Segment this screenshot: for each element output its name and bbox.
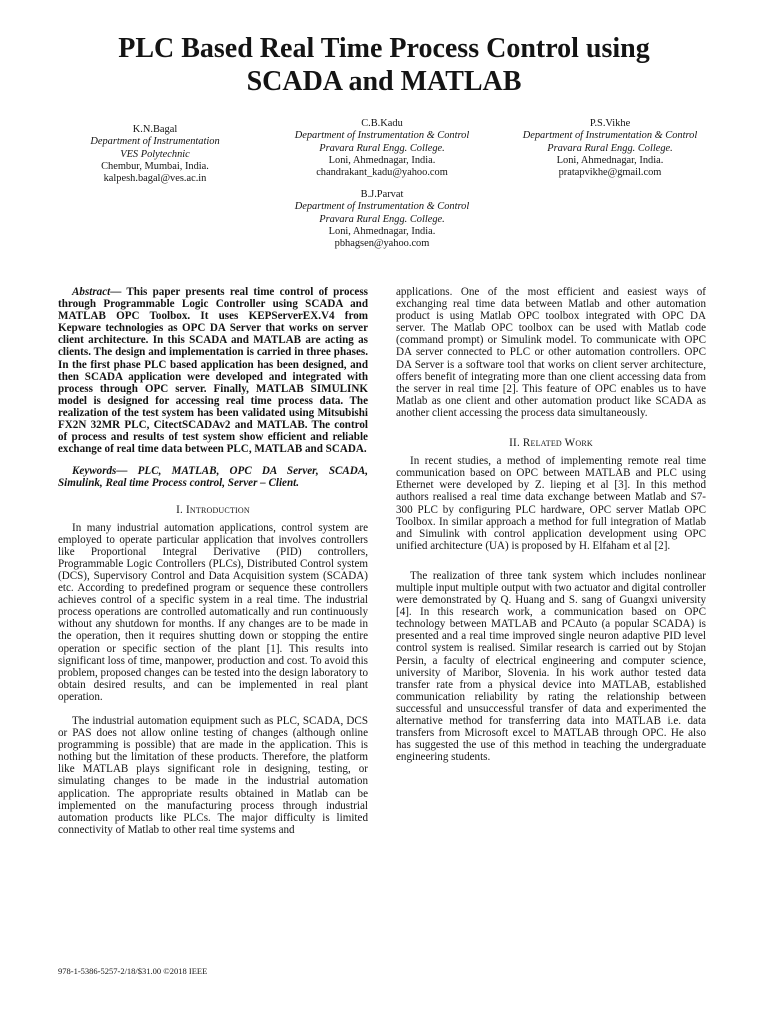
author-inst: VES Polytechnic: [120, 148, 190, 160]
intro-paragraph-2-continued: applications. One of the most efficient and easiest ways of exchanging real time data between Matlab and other automation product is using Matlab OPC toolbox integrated with OPC DA server. The Matlab OPC toolbox can be used with Matlab code (command prompt) or Simulink model. To communicate with OPC DA server connected to PLC or other automation controllers. OPC DA Server is a software tool that works on client server architecture, offers benefit of integrating more than one client accessing data from the server in real time [2]. This feature of OPC enables us to have Matlab as one client and other automation product like SCADA as another client accessing the process data simultaneously.: [396, 286, 706, 419]
paper-title: [40, 32, 728, 98]
title-line-2: SCADA and MATLAB: [246, 66, 522, 97]
author-dept: Department of Instrumentation & Control: [294, 201, 470, 213]
author-block-3: [505, 118, 715, 179]
author-address: Loni, Ahmednagar, India.: [328, 154, 436, 166]
author-email: pratapvikhe@gmail.com: [558, 167, 662, 179]
author-inst: Pravara Rural Engg. College.: [547, 142, 673, 154]
author-inst: Pravara Rural Engg. College.: [319, 142, 445, 154]
author-block-4: [277, 189, 487, 250]
related-paragraph-2: The realization of three tank system which includes nonlinear multiple input multiple output with two actuator and digital controller were demonstrated by Q. Huang and S. sang of Guangxi university [4]. In this research work, a communication based on OPC technology between MATLAB and PCAuto (a popular SCADA) is presented and a real time improved single neuron adaptive PID level control system is realised. Similar research is carried out by Stojan Persin, a faculty of electrical engineering and computer science, university of Maribor, Slovenia. In his work author tested data transfer rate from a physical device into MATLAB, established communication reliability by rating the relationship between successful and unsuccessful transfer of data and experimented the alternative method for transferring data into MATLAB i.e. data transfers from Microsoft excel to MATLAB through OPC. He also has suggested the use of this method in teaching the undergraduate engineering students.: [396, 569, 706, 764]
right-column: [396, 286, 706, 763]
related-paragraph-1: In recent studies, a method of implementing remote real time communication based on OPC between MATLAB and PLC using Ethernet were developed by Z. lieping et al [3]. In this method authors realised a real time data exchange between Matlab and S7-300 PLC by configuring PLC hardware, OPC server Matlab OPC Toolbox. In similar approach a method for full integration of Matlab and Simulink with control application development using OPC unified architecture (UA) is proposed by H. Elfaham et al [2].: [396, 455, 706, 552]
abstract-text: — This paper presents real time control of process through Programmable Logic Controller using SCADA and MATLAB OPC Toolbox. It uses KEPServerEX.V4 from Kepware technologies as OPC DA Server that works on server client architecture. In this SCADA and MATLAB are acting as clients. The design and implementation is carried in three phases. In the first phase PLC based application has been designed, and then SCADA application were developed and integrated with process through OPC server. Finally, MATLAB SIMULINK model is designed for accessing real time process data. The realization of the test system has been validated using Mitsubishi FX2N 32MR PLC, CitectSCADAv2 and MATLAB. The control of process and results of test system show efficient and reliable exchange of real time data between PLC, MATLAB and SCADA.: [58, 286, 368, 456]
author-email: chandrakant_kadu@yahoo.com: [316, 167, 448, 179]
author-name: P.S.Vikhe: [589, 118, 631, 129]
section-heading-introduction: I. Introduction: [176, 503, 250, 516]
abstract: [58, 286, 368, 455]
keywords-text: — PLC, MATLAB, OPC DA Server, SCADA, Simulink, Real time Process control, Server – Client.: [58, 465, 368, 490]
author-address: Loni, Ahmednagar, India.: [328, 225, 436, 237]
author-dept: Department of Instrumentation & Control: [294, 130, 470, 142]
author-inst: Pravara Rural Engg. College.: [319, 213, 445, 225]
keywords: [58, 465, 368, 489]
author-email: pbhagsen@yahoo.com: [334, 238, 430, 250]
author-dept: Department of Instrumentation & Control: [522, 130, 698, 142]
keywords-label: Keywords: [72, 465, 117, 478]
author-block-1: [70, 124, 240, 185]
intro-paragraph-1: In many industrial automation applications, control system are employed to operate particular application that involves controllers like Proportional Integral Derivative (PID) controllers, Programmable Logic Controllers (PLCs), Distributed Control system (DCS), Supervisory Control and Data Acquisition system (SCADA) etc. According to predefined program or sequence these controllers achieves control of a specific system in a real time. The industrial process operations are controlled automatically and run continuously without any shutdown for months. If any changes are to be made in the operation, then it requires shutting down or stopping the entire operation or specific section of the plant [1]. This results into significant loss of time, manpower, production and cost. To avoid this problem, proposed changes can be tested into the design laboratory to obtain desired results, and can be implemented in real plant operation.: [58, 521, 368, 703]
left-column: [58, 286, 368, 836]
author-dept: Department of Instrumentation: [90, 136, 220, 148]
author-name: C.B.Kadu: [361, 118, 403, 129]
section-heading-related-work: II. Related Work: [509, 437, 593, 450]
author-block-2: [277, 118, 487, 179]
author-name: B.J.Parvat: [360, 189, 404, 200]
author-address: Loni, Ahmednagar, India.: [556, 154, 664, 166]
author-name: K.N.Bagal: [132, 124, 178, 135]
intro-paragraph-2: The industrial automation equipment such as PLC, SCADA, DCS or PAS does not allow online testing of changes (although online programming is possible) that are made in the application. This is nothing but the limitation of these products. Therefore, the platform like MATLAB plays significant role in designing, testing, or simulating changes to be made in the industrial automation application. The appropriate results obtained in Matlab can be implemented on the manufacturing process through industrial automation products like PLCs. The major difficulty is limited connectivity of Matlab to other real time systems and: [58, 715, 368, 836]
abstract-label: Abstract: [72, 286, 111, 298]
copyright-footer: 978-1-5386-5257-2/18/$31.00 ©2018 IEEE: [58, 966, 208, 976]
author-email: kalpesh.bagal@ves.ac.in: [103, 173, 207, 185]
author-address: Chembur, Mumbai, India.: [101, 160, 209, 172]
title-line-1: PLC Based Real Time Process Control using: [118, 33, 650, 64]
